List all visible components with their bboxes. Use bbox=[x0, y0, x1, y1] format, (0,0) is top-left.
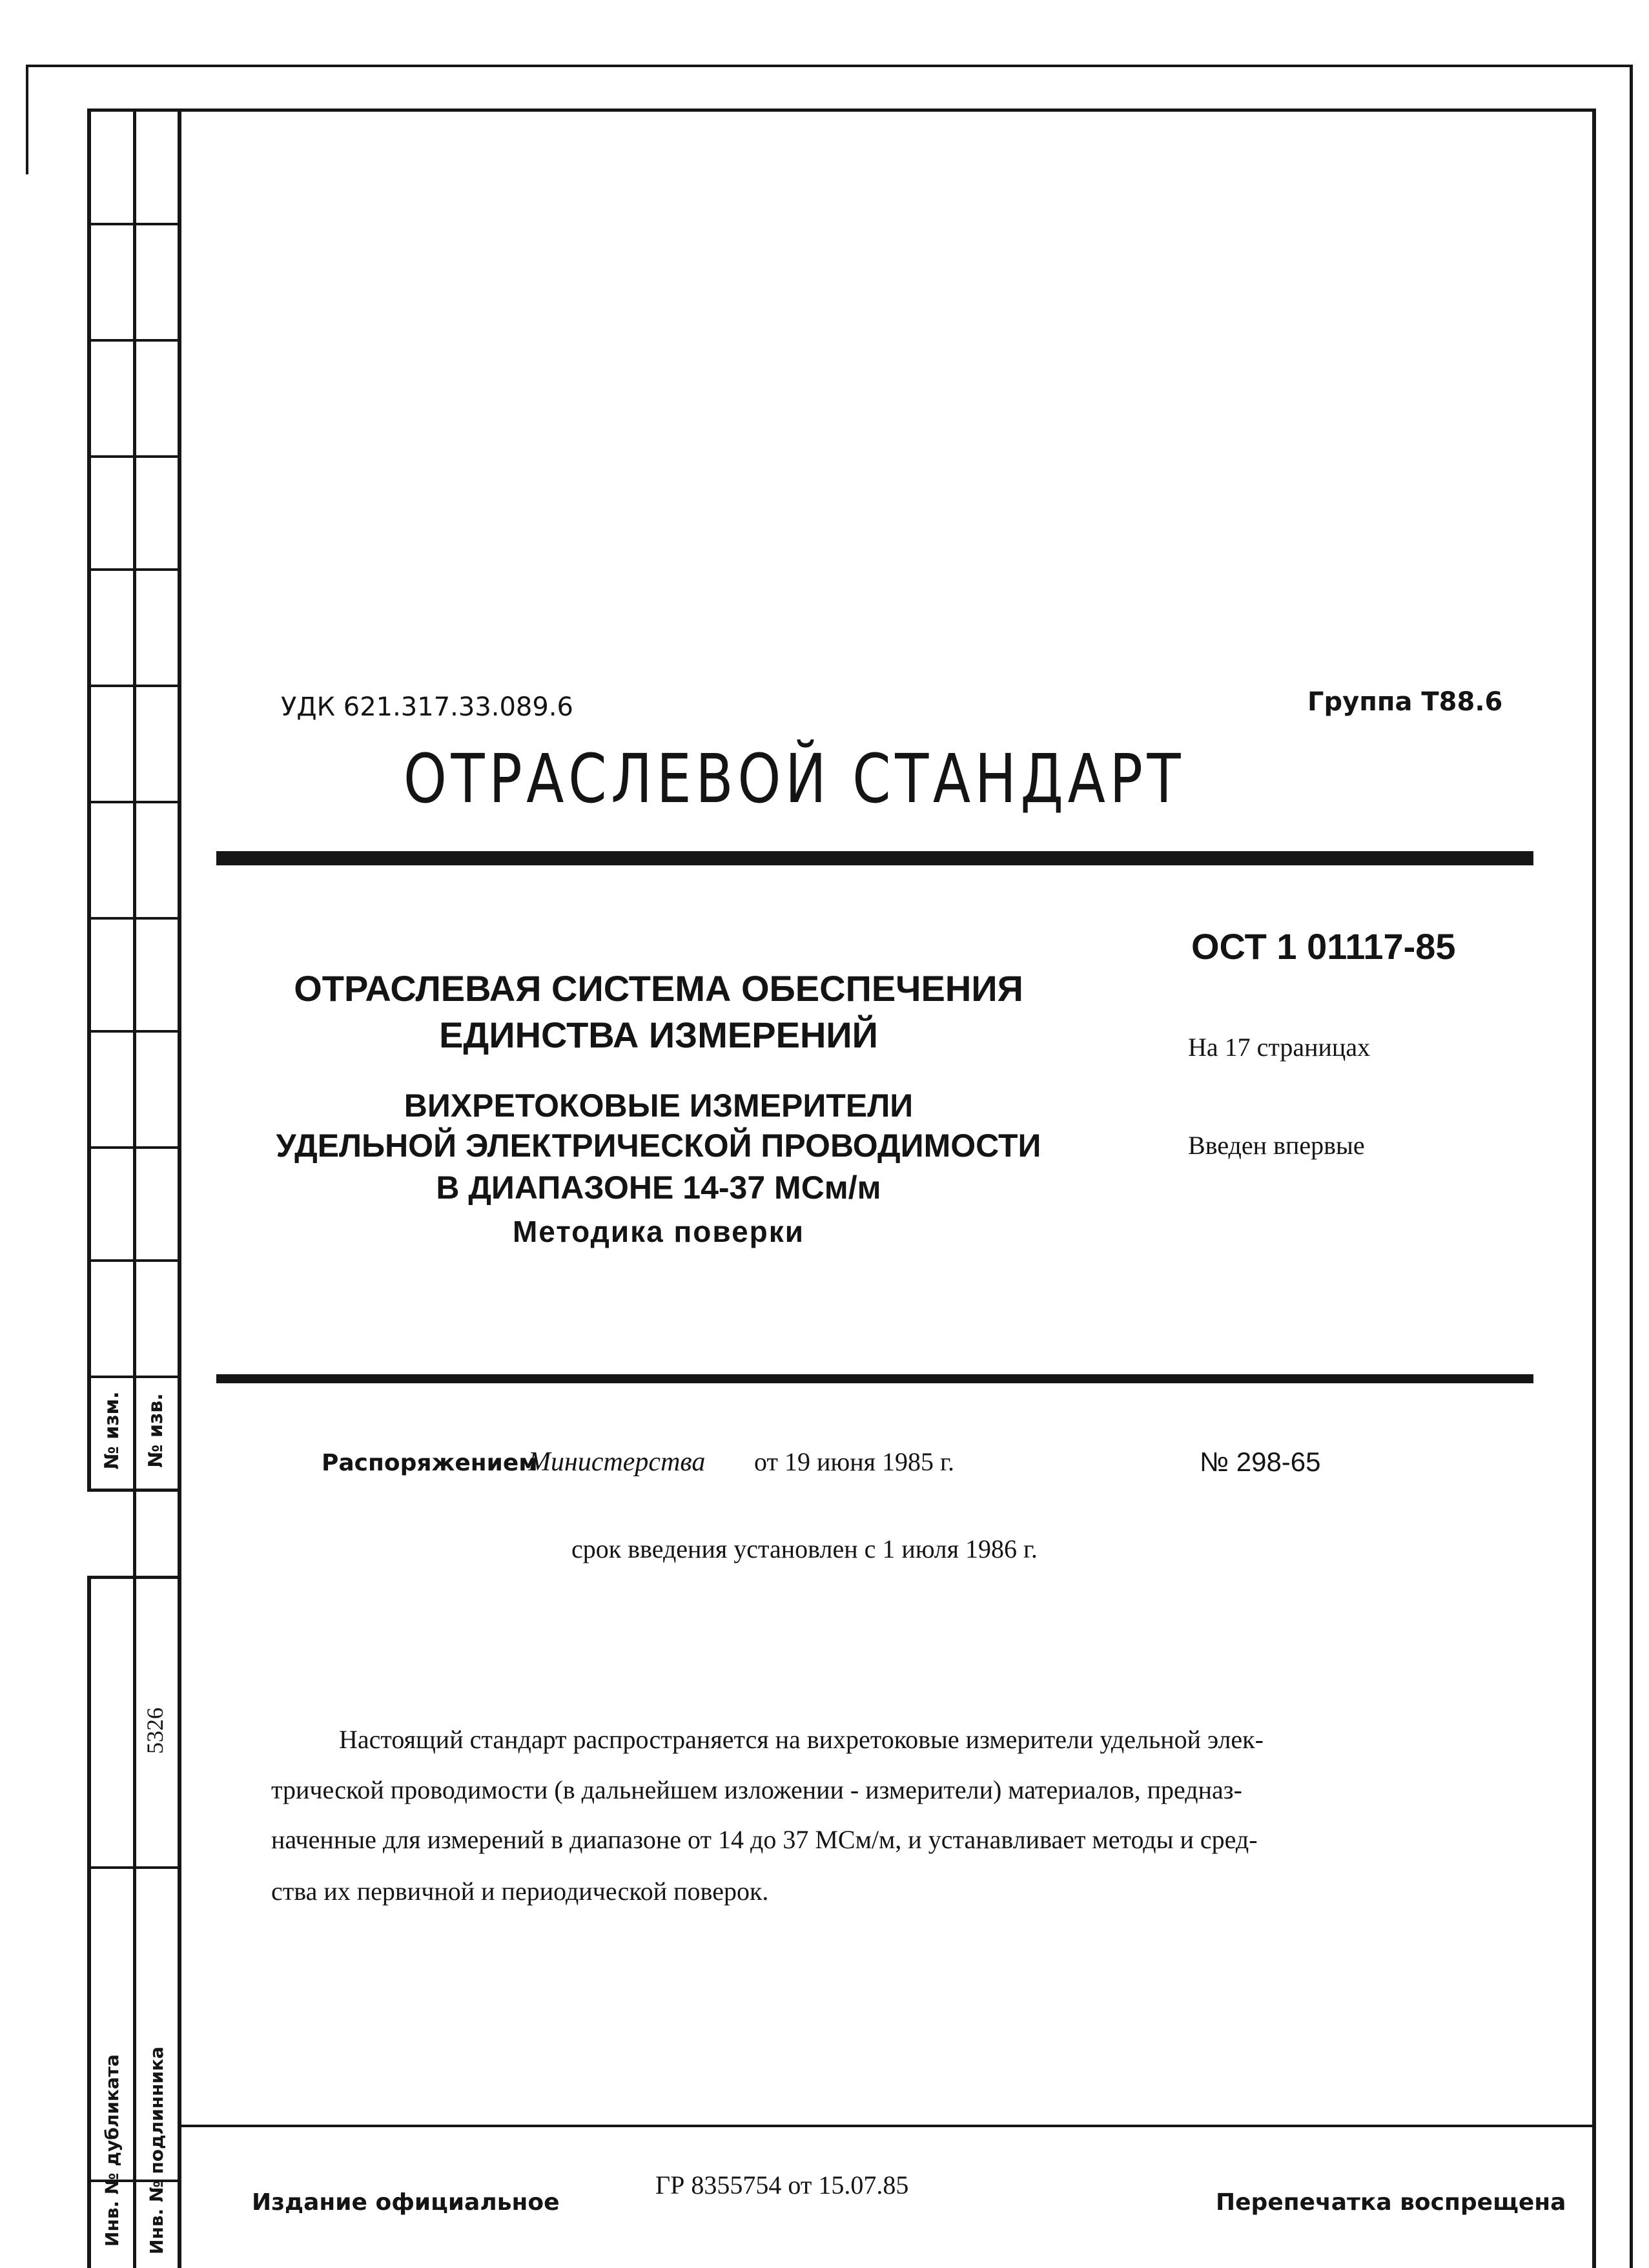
margin-grid-row bbox=[87, 917, 181, 920]
udk-code: УДК 621.317.33.089.6 bbox=[281, 692, 573, 722]
margin-grid-row bbox=[87, 568, 181, 571]
body-line-1: Настоящий стандарт распространяется на вихретоковые измерители удельной элек- bbox=[339, 1725, 1264, 1754]
margin-grid-row bbox=[87, 801, 181, 803]
margin-original-label: Инв. № подлинника bbox=[146, 2046, 167, 2254]
footer-reprint: Перепечатка воспрещена bbox=[1216, 2189, 1566, 2216]
margin-izv-label: № изв. bbox=[145, 1393, 167, 1468]
margin-grid-row bbox=[87, 455, 181, 458]
body-line-2: трической проводимости (в дальнейшем изложении - измерители) материалов, предназ- bbox=[271, 1775, 1242, 1804]
margin-grid-row bbox=[87, 1489, 181, 1492]
frame-left-inner bbox=[178, 108, 181, 2268]
top-outer-border bbox=[26, 65, 1632, 67]
frame-left-outer bbox=[87, 108, 91, 1490]
footer-edition: Издание официальное bbox=[252, 2189, 560, 2216]
effective-date: срок введения установлен с 1 июля 1986 г. bbox=[571, 1534, 1038, 1563]
frame-left-mid bbox=[133, 108, 136, 2268]
body-line-4: ства их первичной и периодической поверок. bbox=[271, 1877, 769, 1906]
margin-grid-row bbox=[87, 1030, 181, 1033]
page-title: ОТРАСЛЕВОЙ СТАНДАРТ bbox=[403, 739, 1185, 818]
standard-number: ОСТ 1 01117-85 bbox=[1191, 926, 1456, 967]
decree-ministry: Министерства bbox=[528, 1447, 706, 1477]
frame-top bbox=[87, 108, 1595, 112]
decree-number: № 298-65 bbox=[1200, 1447, 1321, 1477]
frame-right bbox=[1592, 108, 1596, 2268]
left-outer-stub bbox=[26, 65, 28, 174]
title-line-3: ВИХРЕТОКОВЫЕ ИЗМЕРИТЕЛИ bbox=[404, 1088, 914, 1124]
margin-grid-row bbox=[87, 339, 181, 342]
title-line-5: В ДИАПАЗОНЕ 14-37 МСм/м bbox=[436, 1170, 881, 1206]
margin-grid-row bbox=[87, 1376, 181, 1378]
frame-left-outer-lower bbox=[87, 1579, 91, 2268]
title-line-2: ЕДИНСТВА ИЗМЕРЕНИЙ bbox=[439, 1015, 878, 1055]
margin-grid-row bbox=[87, 223, 181, 225]
margin-original-number: 5326 bbox=[142, 1707, 168, 1754]
margin-grid-row bbox=[87, 1146, 181, 1149]
title-rule-bottom bbox=[216, 1374, 1533, 1383]
introduction-status: Введен впервые bbox=[1188, 1131, 1365, 1160]
body-line-3: наченные для измерений в диапазоне от 14 до 37 МСм/м, и устанавливает методы и сред- bbox=[271, 1825, 1258, 1854]
title-line-1: ОТРАСЛЕВАЯ СИСТЕМА ОБЕСПЕЧЕНИЯ bbox=[294, 968, 1023, 1009]
footer-separator bbox=[181, 2125, 1595, 2127]
margin-izm-label: № изм. bbox=[101, 1391, 123, 1470]
margin-grid-row bbox=[87, 1259, 181, 1262]
page-count: На 17 страницах bbox=[1188, 1033, 1371, 1062]
title-line-6: Методика поверки bbox=[512, 1215, 805, 1248]
title-rule-thick bbox=[216, 851, 1533, 865]
title-line-4: УДЕЛЬНОЙ ЭЛЕКТРИЧЕСКОЙ ПРОВОДИМОСТИ bbox=[276, 1128, 1041, 1164]
decree-label: Распоряжением bbox=[322, 1450, 538, 1476]
margin-grid-row bbox=[87, 1576, 181, 1579]
footer-registration: ГР 8355754 от 15.07.85 bbox=[655, 2170, 909, 2200]
margin-duplicate-label: Инв. № дубликата bbox=[101, 2054, 123, 2247]
margin-grid-row bbox=[87, 1866, 181, 1869]
group-code: Группа Т88.6 bbox=[1307, 687, 1503, 717]
right-outer-border bbox=[1630, 65, 1633, 2268]
margin-grid-row bbox=[87, 685, 181, 687]
decree-date: от 19 июня 1985 г. bbox=[754, 1447, 954, 1476]
